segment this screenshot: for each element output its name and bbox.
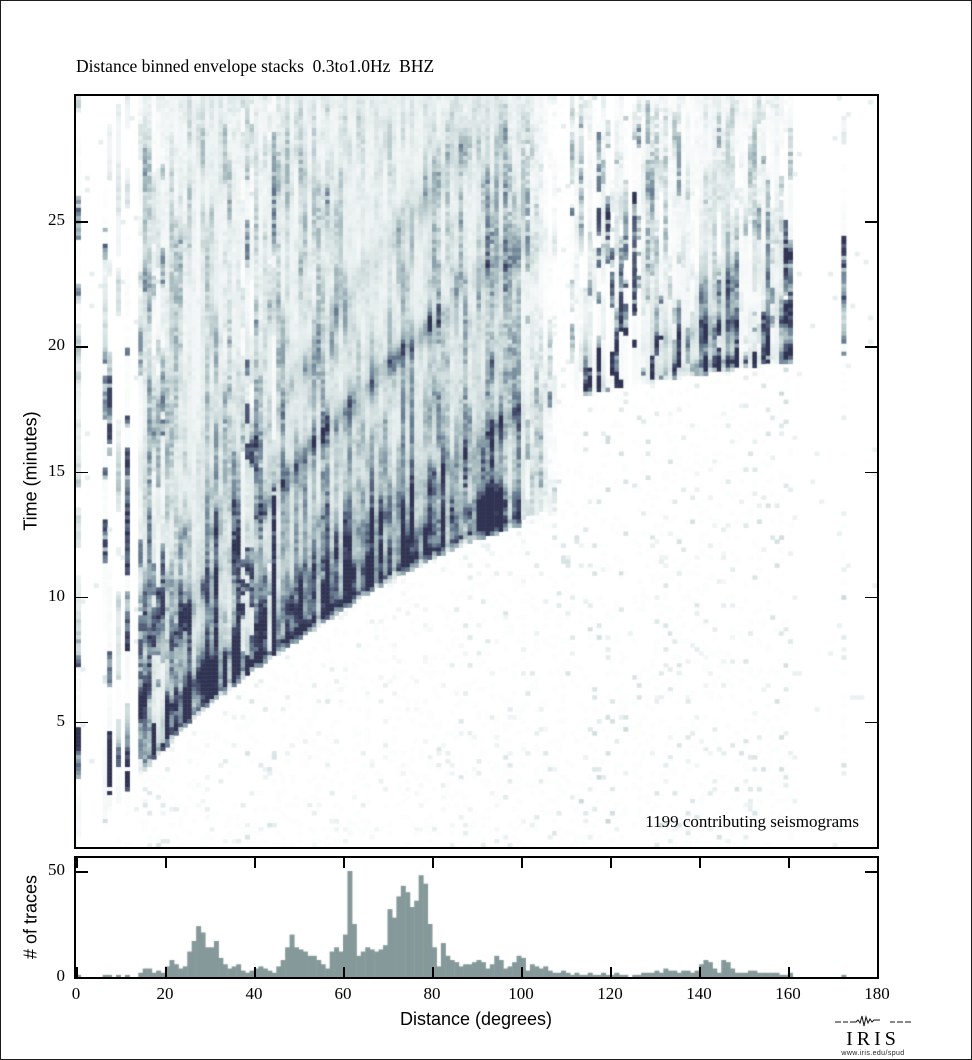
main-ytick-label: 5 — [56, 710, 65, 730]
xtick-label: 120 — [597, 984, 623, 1003]
xtick-label: 160 — [775, 984, 801, 1003]
hist-xtick-mark — [76, 858, 78, 868]
hist-xtick-mark — [165, 967, 167, 977]
hist-xtick-mark — [788, 967, 790, 977]
main-ytick-mark — [76, 221, 88, 223]
seismogram-trace-icon — [834, 1014, 912, 1027]
hist-xtick-mark — [610, 967, 612, 977]
xtick-label: 20 — [156, 984, 174, 1003]
xtick-label: 40 — [245, 984, 263, 1003]
iris-logo-url: www.iris.edu/spud — [841, 1050, 905, 1057]
envelope-stack-panel — [74, 94, 879, 849]
contributing-seismograms-annotation: 1199 contributing seismograms — [645, 812, 859, 831]
hist-xtick-mark — [877, 967, 879, 977]
hist-xtick-mark — [610, 858, 612, 868]
time-axis-label: Time (minutes) — [20, 411, 41, 531]
iris-logo-text: IRIS — [846, 1028, 900, 1050]
hist-xtick-mark — [521, 858, 523, 868]
main-ytick-label: 15 — [48, 460, 65, 480]
main-ytick-mark — [76, 346, 88, 348]
main-ytick-mark — [76, 722, 88, 724]
main-ytick-mark — [865, 346, 877, 348]
envelope-stack-heatmap — [76, 96, 877, 847]
xtick-label: 80 — [423, 984, 441, 1003]
main-ytick-mark — [865, 597, 877, 599]
hist-ytick-mark — [76, 871, 88, 873]
hist-xtick-mark — [521, 967, 523, 977]
distance-axis-label: Distance (degrees) — [399, 1009, 553, 1029]
main-ytick-mark — [865, 221, 877, 223]
hist-ytick-label: 50 — [48, 860, 65, 879]
hist-xtick-mark — [788, 858, 790, 868]
main-ytick-mark — [76, 472, 88, 474]
traces-axis-label: # of traces — [20, 874, 41, 960]
hist-ytick-mark — [865, 871, 877, 873]
xtick-label: 140 — [686, 984, 712, 1003]
xtick-label: 60 — [334, 984, 352, 1003]
main-ytick-label: 10 — [48, 585, 65, 605]
hist-xtick-mark — [699, 967, 701, 977]
xtick-label: 180 — [864, 984, 890, 1003]
main-ytick-mark — [76, 597, 88, 599]
trace-histogram-panel — [74, 856, 879, 979]
hist-ytick-label: 0 — [56, 966, 65, 985]
hist-xtick-mark — [699, 858, 701, 868]
hist-xtick-mark — [343, 858, 345, 868]
hist-xtick-mark — [254, 967, 256, 977]
xtick-label: 100 — [508, 984, 534, 1003]
hist-xtick-mark — [165, 858, 167, 868]
main-ytick-mark — [865, 472, 877, 474]
hist-xtick-mark — [343, 967, 345, 977]
main-ytick-label: 20 — [48, 335, 65, 355]
main-ytick-label: 25 — [48, 210, 65, 230]
hist-xtick-mark — [254, 858, 256, 868]
main-ytick-mark — [865, 722, 877, 724]
hist-xtick-mark — [76, 967, 78, 977]
hist-xtick-mark — [432, 858, 434, 868]
hist-xtick-mark — [877, 858, 879, 868]
trace-histogram-chart — [76, 858, 877, 977]
figure-title: Distance binned envelope stacks 0.3to1.0Hz BHZ — [76, 56, 435, 76]
xtick-label: 0 — [71, 984, 81, 1003]
hist-xtick-mark — [432, 967, 434, 977]
iris-logo — [825, 1014, 921, 1057]
